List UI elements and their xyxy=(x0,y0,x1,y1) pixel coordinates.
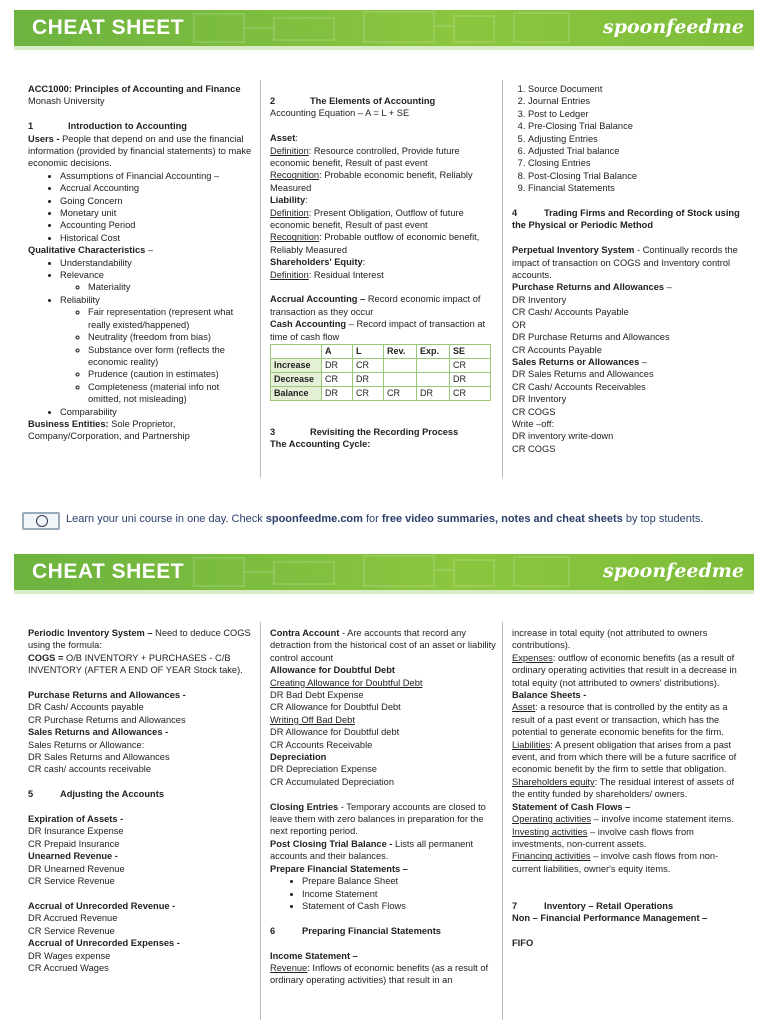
second-banner xyxy=(14,554,754,590)
section-3-heading: 3 Revisiting the Recording Process xyxy=(270,426,459,437)
asset-recognition: Recognition: Probable economic benefit, Reliably Measured xyxy=(270,170,473,193)
list-item: ◦ Neutrality (freedom from bias) xyxy=(88,331,254,343)
accrued-revenue-heading: Accrual of Unrecorded Revenue - xyxy=(28,900,176,911)
journal-line: CR Service Revenue xyxy=(28,876,115,887)
list-item: • Historical Cost xyxy=(60,232,254,244)
table-header: SE xyxy=(450,345,491,359)
journal-line: DR Sales Returns and Allowances xyxy=(512,369,654,380)
journal-line: CR Prepaid Insurance xyxy=(28,838,120,849)
top-banner xyxy=(14,10,754,46)
journal-line: CR COGS xyxy=(512,406,556,417)
list-item: ◦ Prudence (caution in estimates) xyxy=(88,368,254,380)
list-item: 1. Source Document xyxy=(528,83,742,95)
prepare-fs-list xyxy=(270,875,496,912)
asset-heading: Asset: xyxy=(270,133,298,144)
list-item: ◦ Fair representation (represent what really existed/happened) xyxy=(88,306,254,331)
list-item: 4. Pre-Closing Trial Balance xyxy=(528,120,742,132)
section-7-heading: 7 Inventory – Retail Operations xyxy=(512,900,674,911)
list-item: • Monetary unit xyxy=(60,207,254,219)
assumptions-list xyxy=(28,170,254,244)
section-5-heading: 5 Adjusting the Accounts xyxy=(28,789,164,800)
journal-line: DR Inventory xyxy=(512,294,567,305)
expenses-definition: Expenses: outflow of economic benefits (as a result of ordinary operating activities that result in a decrease in total equity (not attributed to owners' distributions). xyxy=(512,652,737,688)
table-cell xyxy=(417,373,450,387)
video-icon xyxy=(22,512,60,530)
journal-line: DR Inventory xyxy=(512,394,567,405)
equity-definition: Shareholders equity: The residual interest of assets of the entity funded by shareholders/ owners. xyxy=(512,776,735,800)
table-cell xyxy=(384,359,417,373)
investing-activities: Investing activities – involve cash flows from investments, non-current assets. xyxy=(512,826,694,849)
journal-line: CR Accrued Wages xyxy=(28,962,109,973)
journal-line: DR Cash/ Accounts payable xyxy=(28,702,144,713)
page1-column-2 xyxy=(270,95,496,451)
column-divider xyxy=(260,80,261,478)
list-item: 3. Post to Ledger xyxy=(528,108,742,120)
banner-underline xyxy=(14,590,754,594)
afdd-heading: Allowance for Doubtful Debt xyxy=(270,665,395,676)
table-header: Rev. xyxy=(384,345,417,359)
list-item: • Reliability ◦ Fair representation (represent what really existed/happened) ◦ Neutrality (freedom from bias) ◦ Substance over form (reflects the economic reality) ◦ Prudence (caution in estimates) ◦ Completeness (material info not omitted, not misleading) xyxy=(60,294,254,406)
financing-activities: Financing activities – involve cash flows from non-current liabilities, owner's equity items. xyxy=(512,851,719,874)
section-1-heading: 1 Introduction to Accounting xyxy=(28,121,187,132)
prepare-fs-heading: Prepare Financial Statements – xyxy=(270,863,408,874)
table-cell xyxy=(417,359,450,373)
journal-line: CR Accumulated Depreciation xyxy=(270,776,395,787)
asset-definition: Asset: a resource that is controlled by the entity as a result of a past event or transaction, which has the potential to generate economic benefits for the firm. xyxy=(512,702,728,738)
list-item: ◦ Substance over form (reflects the economic reality) xyxy=(88,344,254,369)
cogs-formula: COGS = O/B INVENTORY + PURCHASES - C/B INVENTORY (AFTER A END OF YEAR Stock take). xyxy=(28,652,243,676)
section-2-heading: 2 The Elements of Accounting xyxy=(270,96,436,106)
accounting-cycle-label: The Accounting Cycle: xyxy=(270,439,371,450)
table-cell xyxy=(384,373,417,387)
table-cell: DR xyxy=(417,387,450,401)
journal-line: DR Wages expense xyxy=(28,950,111,961)
qualitative-heading: Qualitative Characteristics – xyxy=(28,245,154,256)
sales-returns-heading: Sales Returns and Allowances - xyxy=(28,727,169,738)
list-item: • Prepare Balance Sheet xyxy=(302,875,496,887)
banner-title: CHEAT SHEET xyxy=(32,16,185,39)
banner-underline xyxy=(14,46,754,50)
promo-link[interactable]: spoonfeedme.com xyxy=(265,513,363,525)
table-row xyxy=(271,387,491,401)
cash-accounting: Cash Accounting – Record impact of transaction at time of cash flow xyxy=(270,319,486,342)
list-item: 5. Adjusting Entries xyxy=(528,133,742,145)
non-financial-heading: Non – Financial Performance Management – xyxy=(512,913,708,924)
table-cell: CR xyxy=(450,359,491,373)
closing-entries: Closing Entries - Temporary accounts are closed to leave them with zero balances in preparation for the next reporting period. xyxy=(270,801,486,837)
list-item: • Relevance ◦ Materiality xyxy=(60,269,254,294)
purchase-returns-heading: Purchase Returns and Allowances – xyxy=(512,282,672,293)
periodic-inventory: Periodic Inventory System – Need to deduce COGS using the formula: xyxy=(28,628,251,651)
table-cell: CR xyxy=(353,359,384,373)
section-4-heading: 4 Trading Firms and Recording of Stock using the Physical or Periodic Method xyxy=(512,208,740,231)
page2-column-2 xyxy=(270,627,496,987)
journal-line: DR Bad Debt Expense xyxy=(270,690,364,701)
table-cell: DR xyxy=(322,359,353,373)
liability-definition: Definition: Present Obligation, Outflow of future economic benefit, Result of past event xyxy=(270,207,464,231)
promo-bar[interactable] xyxy=(22,510,752,530)
liability-heading: Liability: xyxy=(270,195,308,206)
page1-column-1 xyxy=(28,83,254,443)
table-cell: CR xyxy=(450,387,491,401)
university-name: Monash University xyxy=(28,96,105,107)
table-header-row xyxy=(271,345,491,359)
list-item: ◦ Materiality xyxy=(88,281,254,293)
journal-line: DR Depreciation Expense xyxy=(270,764,377,775)
asset-definition: Definition: Resource controlled, Provide future economic benefit, Result of past event xyxy=(270,145,460,169)
journal-line: DR Purchase Returns and Allowances xyxy=(512,332,670,343)
table-cell: Balance xyxy=(271,387,322,401)
table-cell: CR xyxy=(384,387,417,401)
users-definition: Users - People that depend on and use the financial information (provided by financial statements) to make economic decisions. xyxy=(28,133,252,169)
page2-column-1 xyxy=(28,627,254,974)
equity-heading: Shareholders' Equity: xyxy=(270,257,366,268)
table-header: Exp. xyxy=(417,345,450,359)
journal-line: CR Service Revenue xyxy=(28,925,115,936)
journal-line: Sales Returns or Allowance: xyxy=(28,739,145,750)
journal-line: CR COGS xyxy=(512,443,556,454)
table-cell: DR xyxy=(353,373,384,387)
column-divider xyxy=(502,622,503,1020)
list-item: 8. Post-Closing Trial Balance xyxy=(528,170,742,182)
balance-sheets-heading: Balance Sheets - xyxy=(512,690,587,701)
accrued-expenses-heading: Accrual of Unrecorded Expenses - xyxy=(28,938,180,949)
list-item: • Assumptions of Financial Accounting – xyxy=(60,170,254,182)
list-item: • Comparability xyxy=(60,406,254,418)
journal-line: DR inventory write-down xyxy=(512,431,614,442)
revenue-definition: Revenue: Inflows of economic benefits (as a result of ordinary operating activities) that result in an xyxy=(270,962,489,986)
list-item: 9. Financial Statements xyxy=(528,182,742,194)
creating-allowance-label: Creating Allowance for Doubtful Debt xyxy=(270,677,423,688)
journal-line: CR Cash/ Accounts Receivables xyxy=(512,381,646,392)
journal-line: CR Purchase Returns and Allowances xyxy=(28,714,186,725)
table-header xyxy=(271,345,322,359)
journal-line: Write –off: xyxy=(512,418,555,429)
post-closing-trial-balance: Post Closing Trial Balance - Lists all permanent accounts and their balances. xyxy=(270,838,474,862)
journal-line: CR Accounts Receivable xyxy=(270,739,373,750)
contra-account: Contra Account - Are accounts that record any detraction from the historical cost of an asset or liability control account xyxy=(270,628,496,663)
perpetual-inventory: Perpetual Inventory System - Continually records the impact of transaction on COGS and Inventory control accounts. xyxy=(512,245,738,281)
list-item: • Accrual Accounting xyxy=(60,182,254,194)
journal-line: OR xyxy=(512,319,526,330)
table-header: A xyxy=(322,345,353,359)
table-cell: Decrease xyxy=(271,373,322,387)
liability-recognition: Recognition: Probable outflow of economic benefit, Reliably Measured xyxy=(270,232,480,255)
table-cell: Increase xyxy=(271,359,322,373)
journal-line: CR Allowance for Doubtful Debt xyxy=(270,702,401,713)
journal-line: DR Insurance Expense xyxy=(28,826,124,837)
equity-definition: Definition: Residual Interest xyxy=(270,269,384,280)
table-row xyxy=(271,373,491,387)
journal-line: DR Accrued Revenue xyxy=(28,913,118,924)
journal-line: CR Accounts Payable xyxy=(512,344,602,355)
revenue-continued: increase in total equity (not attributed to owners contributions). xyxy=(512,628,708,651)
list-item: • Income Statement xyxy=(302,888,496,900)
income-statement-heading: Income Statement – xyxy=(270,950,358,961)
list-item: • Accounting Period xyxy=(60,219,254,231)
table-cell: CR xyxy=(322,373,353,387)
promo-text: Learn your uni course in one day. Check spoonfeedme.com for free video summaries, notes and cheat sheets by top students. xyxy=(66,513,704,525)
expiration-heading: Expiration of Assets - xyxy=(28,814,124,825)
sales-returns-heading: Sales Returns or Allowances – xyxy=(512,356,648,367)
journal-line: CR Cash/ Accounts Payable xyxy=(512,307,629,318)
page2-column-3 xyxy=(512,627,742,950)
journal-line: CR cash/ accounts receivable xyxy=(28,764,151,775)
debit-credit-table xyxy=(270,344,491,401)
table-cell: DR xyxy=(450,373,491,387)
cash-flows-heading: Statement of Cash Flows – xyxy=(512,801,631,812)
business-entities: Business Entities: Sole Proprietor, Company/Corporation, and Partnership xyxy=(28,418,190,442)
accounting-equation: Accounting Equation – A = L + SE xyxy=(270,108,410,119)
spoonfeedme-logo[interactable]: spoonfeedme xyxy=(603,560,744,582)
banner-title: CHEAT SHEET xyxy=(32,560,185,583)
writing-off-label: Writing Off Bad Debt xyxy=(270,714,355,725)
journal-line: DR Sales Returns and Allowances xyxy=(28,752,170,763)
operating-activities: Operating activities – involve income statement items. xyxy=(512,814,734,825)
liabilities-definition: Liabilities: A present obligation that arises from a past event, and from which there will be a future sacrifice of economic benefit by the firm to settle that obligation. xyxy=(512,739,737,775)
table-header: L xyxy=(353,345,384,359)
journal-line: DR Allowance for Doubtful debt xyxy=(270,727,400,738)
list-item: • Understandability xyxy=(60,257,254,269)
list-item: • Going Concern xyxy=(60,195,254,207)
column-divider xyxy=(260,622,261,1020)
journal-line: DR Unearned Revenue xyxy=(28,863,125,874)
table-cell: CR xyxy=(353,387,384,401)
list-item: • Statement of Cash Flows xyxy=(302,900,496,912)
accrual-accounting: Accrual Accounting – Record economic impact of transaction as they occur xyxy=(270,294,481,317)
qualitative-list xyxy=(28,257,254,418)
table-cell: DR xyxy=(322,387,353,401)
list-item: 7. Closing Entries xyxy=(528,157,742,169)
spoonfeedme-logo[interactable]: spoonfeedme xyxy=(603,16,744,38)
section-6-heading: 6 Preparing Financial Statements xyxy=(270,925,441,936)
page1-column-3 xyxy=(512,83,742,455)
course-title: ACC1000: Principles of Accounting and Finance xyxy=(28,84,241,94)
list-item: ◦ Completeness (material info not omitted, not misleading) xyxy=(88,381,254,406)
table-row xyxy=(271,359,491,373)
depreciation-heading: Depreciation xyxy=(270,752,327,763)
column-divider xyxy=(502,80,503,478)
list-item: 6. Adjusted Trial balance xyxy=(528,145,742,157)
purchase-returns-heading: Purchase Returns and Allowances - xyxy=(28,690,186,701)
fifo-heading: FIFO xyxy=(512,938,534,949)
list-item: 2. Journal Entries xyxy=(528,95,742,107)
unearned-heading: Unearned Revenue - xyxy=(28,851,118,862)
accounting-cycle-steps xyxy=(512,83,742,195)
